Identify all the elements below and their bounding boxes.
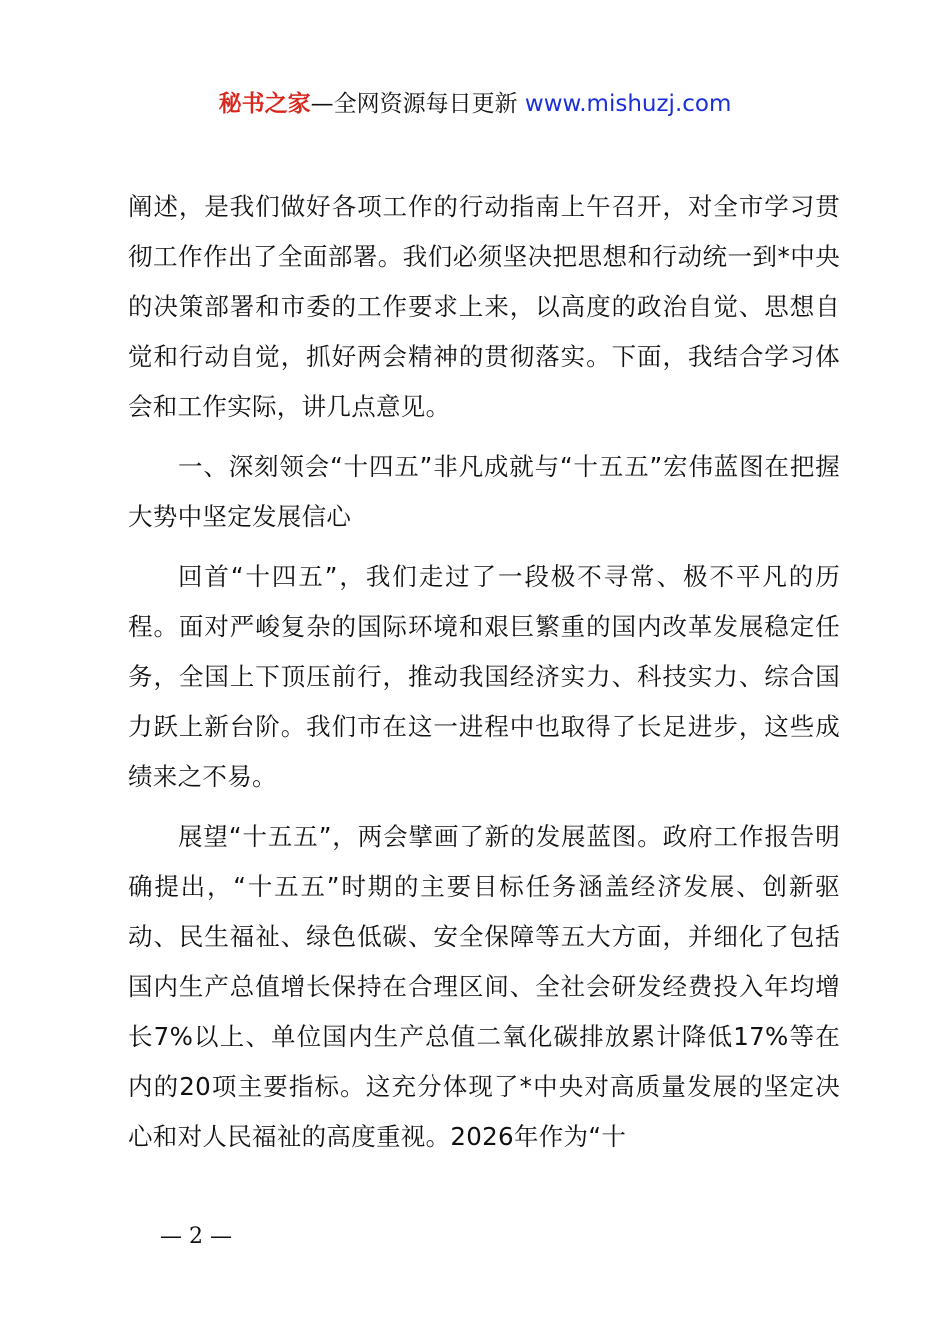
paragraph-continuation: 阐述，是我们做好各项工作的行动指南上午召开，对全市学习贯彻工作作出了全面部署。我们必须坚决把思想和行动统一到*中央的决策部署和市委的工作要求上来，以高度的政治自觉、思想自觉和行动自觉，抓好两会精神的贯彻落实。下面，我结合学习体会和工作实际，讲几点意见。 [128, 192, 840, 421]
site-header [0, 86, 950, 122]
brand-name: 秘书之家 [218, 91, 311, 117]
header-slogan: —全网资源每日更新 [310, 91, 525, 117]
paragraph-review: 回首“十四五”，我们走过了一段极不寻常、极不平凡的历程。面对严峻复杂的国际环境和艰巨繁重的国内改革发展稳定任务，全国上下顶压前行，推动我国经济实力、科技实力、综合国力跃上新台阶。我们市在这一进程中也取得了长足进步，这些成绩来之不易。 [128, 562, 840, 791]
document-body [128, 182, 840, 1172]
paragraph-outlook: 展望“十五五”，两会擘画了新的发展蓝图。政府工作报告明确提出，“十五五”时期的主要目标任务涵盖经济发展、创新驱动、民生福祉、绿色低碳、安全保障等五大方面，并细化了包括国内生产总值增长保持在合理区间、全社会研发经费投入年均增长7%以上、单位国内生产总值二氧化碳排放累计降低17%等在内的20项主要指标。这充分体现了*中央对高质量发展的坚定决心和对人民福祉的高度重视。2026年作为“十 [128, 822, 840, 1151]
section-heading: 一、深刻领会“十四五”非凡成就与“十五五”宏伟蓝图在把握大势中坚定发展信心 [128, 452, 840, 531]
page-number: — 2 — [160, 1224, 232, 1249]
site-url-link[interactable]: www.mishuzj.com [524, 91, 732, 117]
